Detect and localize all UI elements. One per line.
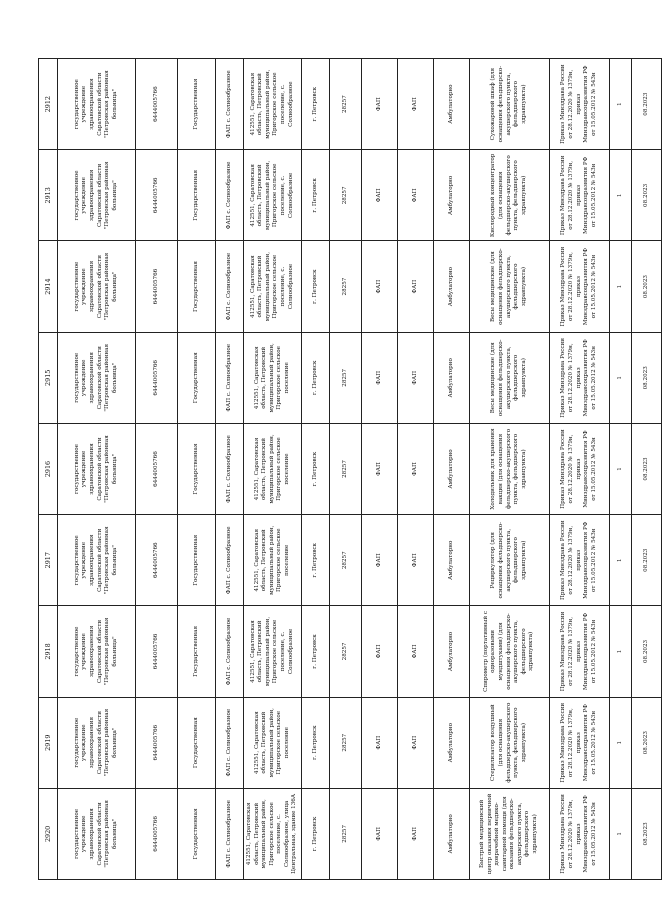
cell-title: ФАП с. Солнообразное <box>216 241 244 332</box>
cell-name: государственное учреждение здравоохранения Саратовской области "Петровская районная больница" <box>58 697 136 788</box>
cell-desc: Кислородный концентратор (для оснащения фельдшерско-акушерского пункта, фельдшерского здравпункта) <box>469 150 549 241</box>
cell-date: 08.2023 <box>631 697 661 788</box>
cell-inn: 6444005766 <box>136 150 178 241</box>
cell-inn: 6444005766 <box>136 59 178 150</box>
cell-zip: 28257 <box>329 150 361 241</box>
cell-title: ФАП с. Солнообразное <box>216 515 244 606</box>
cell-order: Приказ Минздрава России от 28.12.2020 № 1379н, приказ Минздравсоцразвития РФ от 15.05.2012 № 543н <box>549 332 609 423</box>
cell-desc: Холодильник для хранения вакцин (для оснащения фельдшерско-акушерского пункта, фельдшерского здравпункта) <box>469 423 549 514</box>
cell-order: Приказ Минздрава России от 28.12.2020 № 1379н, приказ Минздравсоцразвития РФ от 15.05.2012 № 543н <box>549 59 609 150</box>
cell-code: 2915 <box>39 332 58 423</box>
cell-name: государственное учреждение здравоохранения Саратовской области "Петровская районная больница" <box>58 515 136 606</box>
cell-zip: 28257 <box>329 515 361 606</box>
cell-name: государственное учреждение здравоохранения Саратовской области "Петровская районная больница" <box>58 606 136 697</box>
cell-date: 08.2023 <box>631 423 661 514</box>
cell-form: Государственная <box>178 697 216 788</box>
cell-city: г. Петровск <box>301 606 329 697</box>
cell-name: государственное учреждение здравоохранения Саратовской области "Петровская районная больница" <box>58 423 136 514</box>
cell-form: Государственная <box>178 606 216 697</box>
cell-form: Государственная <box>178 423 216 514</box>
table-row-address <box>244 59 302 880</box>
cell-name: государственное учреждение здравоохранения Саратовской области "Петровская районная больница" <box>58 59 136 150</box>
cell-address: 412551, Саратовская область, Петровский муниципальный район, Пригорское сельское поселение <box>244 332 302 423</box>
cell-care: Амбулаторно <box>433 606 469 697</box>
cell-desc: Стерилизатор воздушный (для оснащения фельдшерско-акушерского пункта, фельдшерского здравпункта) <box>469 697 549 788</box>
cell-type2: ФАП <box>397 59 433 150</box>
cell-address: 412551, Саратовская область, Петровский муниципальный район, Пригорское сельское поселение <box>244 423 302 514</box>
cell-type1: ФАП <box>361 423 397 514</box>
cell-type2: ФАП <box>397 150 433 241</box>
cell-care: Амбулаторно <box>433 59 469 150</box>
cell-code: 2920 <box>39 788 58 879</box>
table-row-one <box>609 59 631 880</box>
cell-date: 08.2023 <box>631 515 661 606</box>
cell-one: 1 <box>609 606 631 697</box>
cell-date: 08.2023 <box>631 241 661 332</box>
cell-code: 2916 <box>39 423 58 514</box>
cell-inn: 6444005766 <box>136 788 178 879</box>
cell-type1: ФАП <box>361 515 397 606</box>
cell-city: г. Петровск <box>301 59 329 150</box>
cell-type1: ФАП <box>361 697 397 788</box>
cell-address: 412551, Саратовская область, Петровский муниципальный район, Пригорское сельское поселение, с. Солнообразное <box>244 241 302 332</box>
cell-care: Амбулаторно <box>433 515 469 606</box>
table-row-code <box>39 59 58 880</box>
cell-care: Амбулаторно <box>433 423 469 514</box>
cell-desc: Спирометр (портативный с одноразовыми мундштуками) (для оснащения фельдшерско-акушерского пункта, фельдшерского здравпункта) <box>469 606 549 697</box>
equipment-table <box>38 58 662 880</box>
cell-desc: Быстрый медицинский центр оказания первичной доврачебной медико-санитарной помощи (для оказания фельдшерско-акушерского пункта, фельдшерского здравпункта) <box>469 788 549 879</box>
cell-name: государственное учреждение здравоохранения Саратовской области "Петровская районная больница" <box>58 788 136 879</box>
cell-title: ФАП с. Солнообразное <box>216 332 244 423</box>
cell-title: ФАП с. Солнообразное <box>216 423 244 514</box>
cell-form: Государственная <box>178 788 216 879</box>
cell-order: Приказ Минздрава России от 28.12.2020 № 1379н, приказ Минздравсоцразвития РФ от 15.05.2012 № 543н <box>549 150 609 241</box>
cell-code: 2917 <box>39 515 58 606</box>
table-row-title <box>216 59 244 880</box>
cell-care: Амбулаторно <box>433 150 469 241</box>
cell-one: 1 <box>609 423 631 514</box>
cell-city: г. Петровск <box>301 423 329 514</box>
cell-address: 412551, Саратовская область, Петровский муниципальный район, Пригорское сельское поселение <box>244 515 302 606</box>
cell-type1: ФАП <box>361 606 397 697</box>
table-row-order <box>549 59 609 880</box>
cell-order: Приказ Минздрава России от 28.12.2020 № 1379н, приказ Минздравсоцразвития РФ от 15.05.2012 № 543н <box>549 241 609 332</box>
cell-type2: ФАП <box>397 697 433 788</box>
cell-zip: 28257 <box>329 59 361 150</box>
cell-inn: 6444005766 <box>136 697 178 788</box>
cell-one: 1 <box>609 241 631 332</box>
table-row-inn <box>136 59 178 880</box>
cell-address: 412551, Саратовская область, Петровский муниципальный район, Пригорское сельское поселение, с. Солнообразное <box>244 606 302 697</box>
cell-care: Амбулаторно <box>433 788 469 879</box>
table-row-type1 <box>361 59 397 880</box>
cell-date: 08.2023 <box>631 788 661 879</box>
cell-zip: 28257 <box>329 788 361 879</box>
cell-form: Государственная <box>178 150 216 241</box>
cell-type2: ФАП <box>397 515 433 606</box>
cell-care: Амбулаторно <box>433 697 469 788</box>
cell-city: г. Петровск <box>301 150 329 241</box>
cell-order: Приказ Минздрава России от 28.12.2020 № 1379н, приказ Минздравсоцразвития РФ от 15.05.2012 № 543н <box>549 606 609 697</box>
cell-date: 08.2023 <box>631 606 661 697</box>
table-row-type2 <box>397 59 433 880</box>
cell-desc: Рециркулятор (для оснащения фельдшерско-акушерского пункта, фельдшерского здравпункта) <box>469 515 549 606</box>
cell-address: 412551, Саратовская область, Петровский муниципальный район, Пригорское сельское поселение, с. Солнообразное <box>244 59 302 150</box>
cell-type1: ФАП <box>361 788 397 879</box>
cell-city: г. Петровск <box>301 241 329 332</box>
cell-code: 2919 <box>39 697 58 788</box>
cell-form: Государственная <box>178 59 216 150</box>
cell-inn: 6444005766 <box>136 606 178 697</box>
cell-city: г. Петровск <box>301 697 329 788</box>
cell-type2: ФАП <box>397 332 433 423</box>
cell-type1: ФАП <box>361 241 397 332</box>
cell-type1: ФАП <box>361 150 397 241</box>
cell-form: Государственная <box>178 515 216 606</box>
cell-date: 08.2023 <box>631 332 661 423</box>
cell-name: государственное учреждение здравоохранения Саратовской области "Петровская районная больница" <box>58 241 136 332</box>
table-row-desc <box>469 59 549 880</box>
cell-city: г. Петровск <box>301 788 329 879</box>
cell-title: ФАП с. Солнообразное <box>216 150 244 241</box>
cell-title: ФАП с. Солнообразное <box>216 59 244 150</box>
cell-zip: 28257 <box>329 241 361 332</box>
cell-type1: ФАП <box>361 59 397 150</box>
cell-code: 2913 <box>39 150 58 241</box>
cell-type1: ФАП <box>361 332 397 423</box>
cell-title: ФАП с. Солнообразное <box>216 606 244 697</box>
table-body <box>39 59 662 880</box>
table-row-care <box>433 59 469 880</box>
cell-one: 1 <box>609 788 631 879</box>
cell-zip: 28257 <box>329 606 361 697</box>
cell-type2: ФАП <box>397 423 433 514</box>
cell-zip: 28257 <box>329 423 361 514</box>
cell-city: г. Петровск <box>301 332 329 423</box>
cell-inn: 6444005766 <box>136 423 178 514</box>
cell-code: 2918 <box>39 606 58 697</box>
cell-one: 1 <box>609 697 631 788</box>
cell-address: 412551, Саратовская область, Петровский муниципальный район, Пригорское сельское поселение <box>244 697 302 788</box>
cell-desc: Весы медицинские (для оснащения фельдшерско-акушерского пункта, фельдшерского здравпункта) <box>469 332 549 423</box>
rotated-table-wrapper <box>38 58 649 880</box>
cell-type2: ФАП <box>397 788 433 879</box>
cell-zip: 28257 <box>329 697 361 788</box>
cell-code: 2914 <box>39 241 58 332</box>
cell-city: г. Петровск <box>301 515 329 606</box>
cell-form: Государственная <box>178 332 216 423</box>
cell-one: 1 <box>609 332 631 423</box>
cell-title: ФАП с. Солнообразное <box>216 697 244 788</box>
cell-order: Приказ Минздрава России от 28.12.2020 № 1379н, приказ Минздравсоцразвития РФ от 15.05.2012 № 543н <box>549 423 609 514</box>
cell-form: Государственная <box>178 241 216 332</box>
document-page <box>38 58 649 880</box>
cell-one: 1 <box>609 59 631 150</box>
cell-date: 08.2023 <box>631 59 661 150</box>
cell-type2: ФАП <box>397 241 433 332</box>
cell-desc: Сухожаровой шкаф (для оснащения фельдшерско-акушерского пункта, фельдшерского здравпункта) <box>469 59 549 150</box>
table-row-date <box>631 59 661 880</box>
table-row-form <box>178 59 216 880</box>
cell-care: Амбулаторно <box>433 332 469 423</box>
cell-inn: 6444005766 <box>136 241 178 332</box>
cell-order: Приказ Минздрава России от 28.12.2020 № 1379н, приказ Минздравсоцразвития РФ от 15.05.2012 № 543н <box>549 788 609 879</box>
cell-type2: ФАП <box>397 606 433 697</box>
cell-address: 412551, Саратовская область, Петровский муниципальный район, Пригорское сельское поселение, с. Солнообразное <box>244 150 302 241</box>
cell-address: 412551, Саратовская область, Петровский муниципальный район, Пригорское сельское поселение, с. Солнообразное, улица Центральная, здание 136А <box>244 788 302 879</box>
cell-name: государственное учреждение здравоохранения Саратовской области "Петровская районная больница" <box>58 332 136 423</box>
cell-zip: 28257 <box>329 332 361 423</box>
cell-code: 2912 <box>39 59 58 150</box>
table-row-zip <box>329 59 361 880</box>
cell-desc: Весы медицинские (для оснащения фельдшерско-акушерского пункта, фельдшерского здравпункта) <box>469 241 549 332</box>
cell-name: государственное учреждение здравоохранения Саратовской области "Петровская районная больница" <box>58 150 136 241</box>
cell-date: 08.2023 <box>631 150 661 241</box>
cell-inn: 6444005766 <box>136 515 178 606</box>
table-row-city <box>301 59 329 880</box>
cell-one: 1 <box>609 150 631 241</box>
cell-inn: 6444005766 <box>136 332 178 423</box>
cell-order: Приказ Минздрава России от 28.12.2020 № 1379н, приказ Минздравсоцразвития РФ от 15.05.2012 № 543н <box>549 697 609 788</box>
cell-one: 1 <box>609 515 631 606</box>
table-row-name <box>58 59 136 880</box>
cell-care: Амбулаторно <box>433 241 469 332</box>
cell-order: Приказ Минздрава России от 28.12.2020 № 1379н, приказ Минздравсоцразвития РФ от 15.05.2012 № 543н <box>549 515 609 606</box>
cell-title: ФАП с. Солнообразное <box>216 788 244 879</box>
